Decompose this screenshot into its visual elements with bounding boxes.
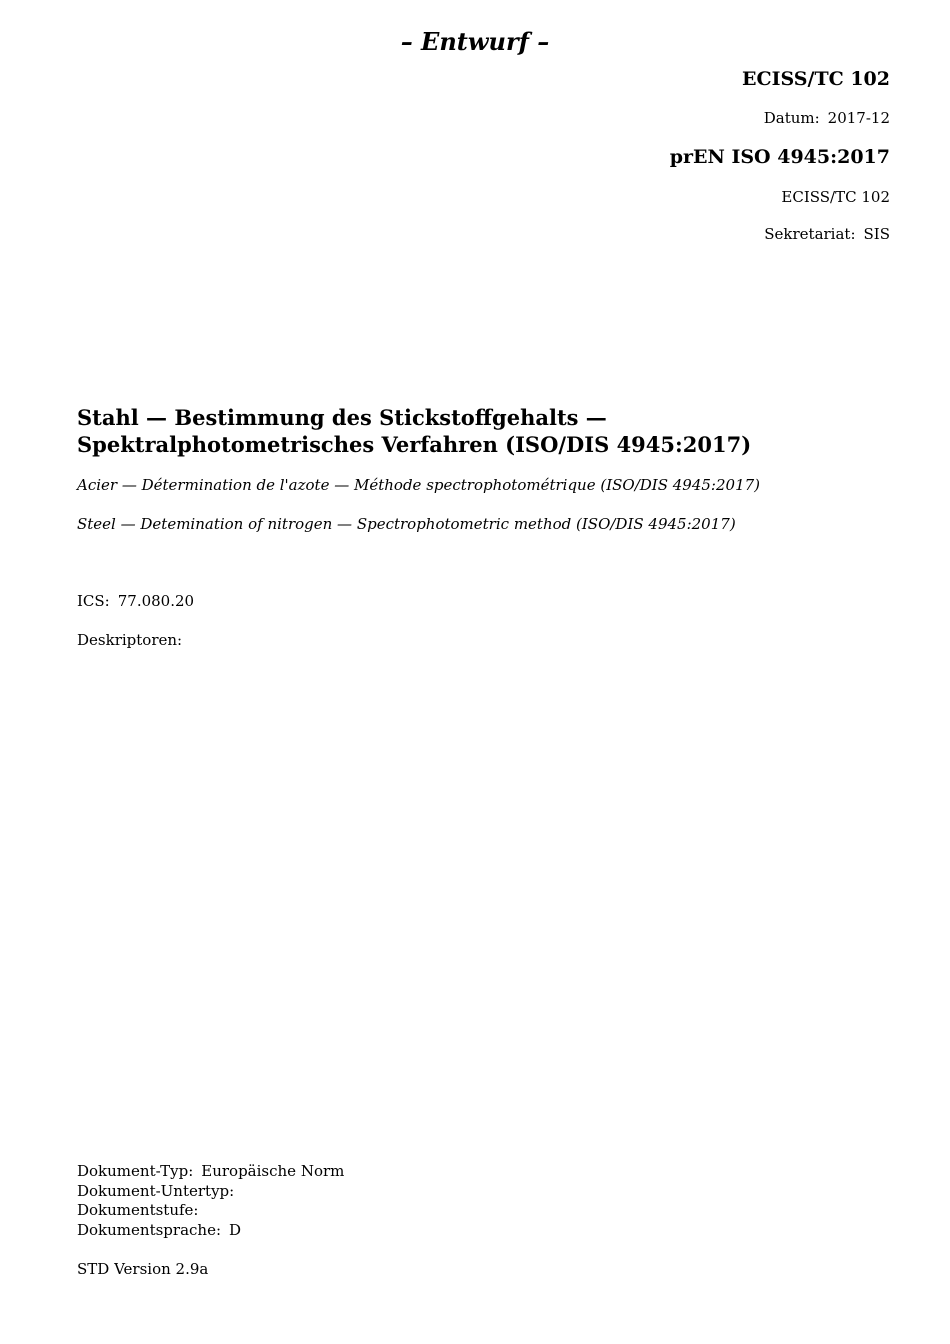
std-version: STD Version 2.9a <box>77 1260 209 1278</box>
descriptors-label: Deskriptoren: <box>77 631 183 649</box>
document-subtype-label: Dokument-Untertyp: <box>77 1181 235 1200</box>
document-type-value: Europäische Norm <box>201 1162 345 1180</box>
ics-label: ICS: <box>77 592 110 610</box>
document-info-block <box>77 1162 344 1240</box>
secretariat-value: SIS <box>863 225 890 243</box>
secretariat-label: Sekretariat: <box>764 225 856 243</box>
date-line <box>764 109 890 127</box>
document-stage-label: Dokumentstufe: <box>77 1201 199 1219</box>
standard-number: prEN ISO 4945:2017 <box>669 146 890 168</box>
document-language-label: Dokumentsprache: <box>77 1220 222 1239</box>
secretariat-line <box>764 225 890 243</box>
document-language-value: D <box>229 1220 242 1239</box>
draft-watermark-heading: – Entwurf – <box>400 27 550 56</box>
document-type-line <box>77 1162 344 1182</box>
document-subtype-line <box>77 1182 344 1202</box>
committee-id: ECISS/TC 102 <box>742 68 890 90</box>
ics-line <box>77 592 194 610</box>
document-stage-line <box>77 1201 344 1221</box>
ics-value: 77.080.20 <box>117 592 195 610</box>
date-label: Datum: <box>763 109 820 127</box>
document-type-label: Dokument-Typ: <box>77 1162 194 1180</box>
title-english: Steel — Detemination of nitrogen — Spectrophotometric method (ISO/DIS 4945:2017) <box>77 515 736 533</box>
date-value: 2017-12 <box>827 109 890 127</box>
document-language-line <box>77 1221 344 1241</box>
title-german: Stahl — Bestimmung des Stickstoffgehalts — Spektralphotometrisches Verfahren (ISO/DIS 4945:2017) <box>77 405 752 457</box>
committee-id-secondary: ECISS/TC 102 <box>781 188 890 206</box>
title-french: Acier — Détermination de l'azote — Méthode spectrophotométrique (ISO/DIS 4945:2017) <box>77 476 761 494</box>
